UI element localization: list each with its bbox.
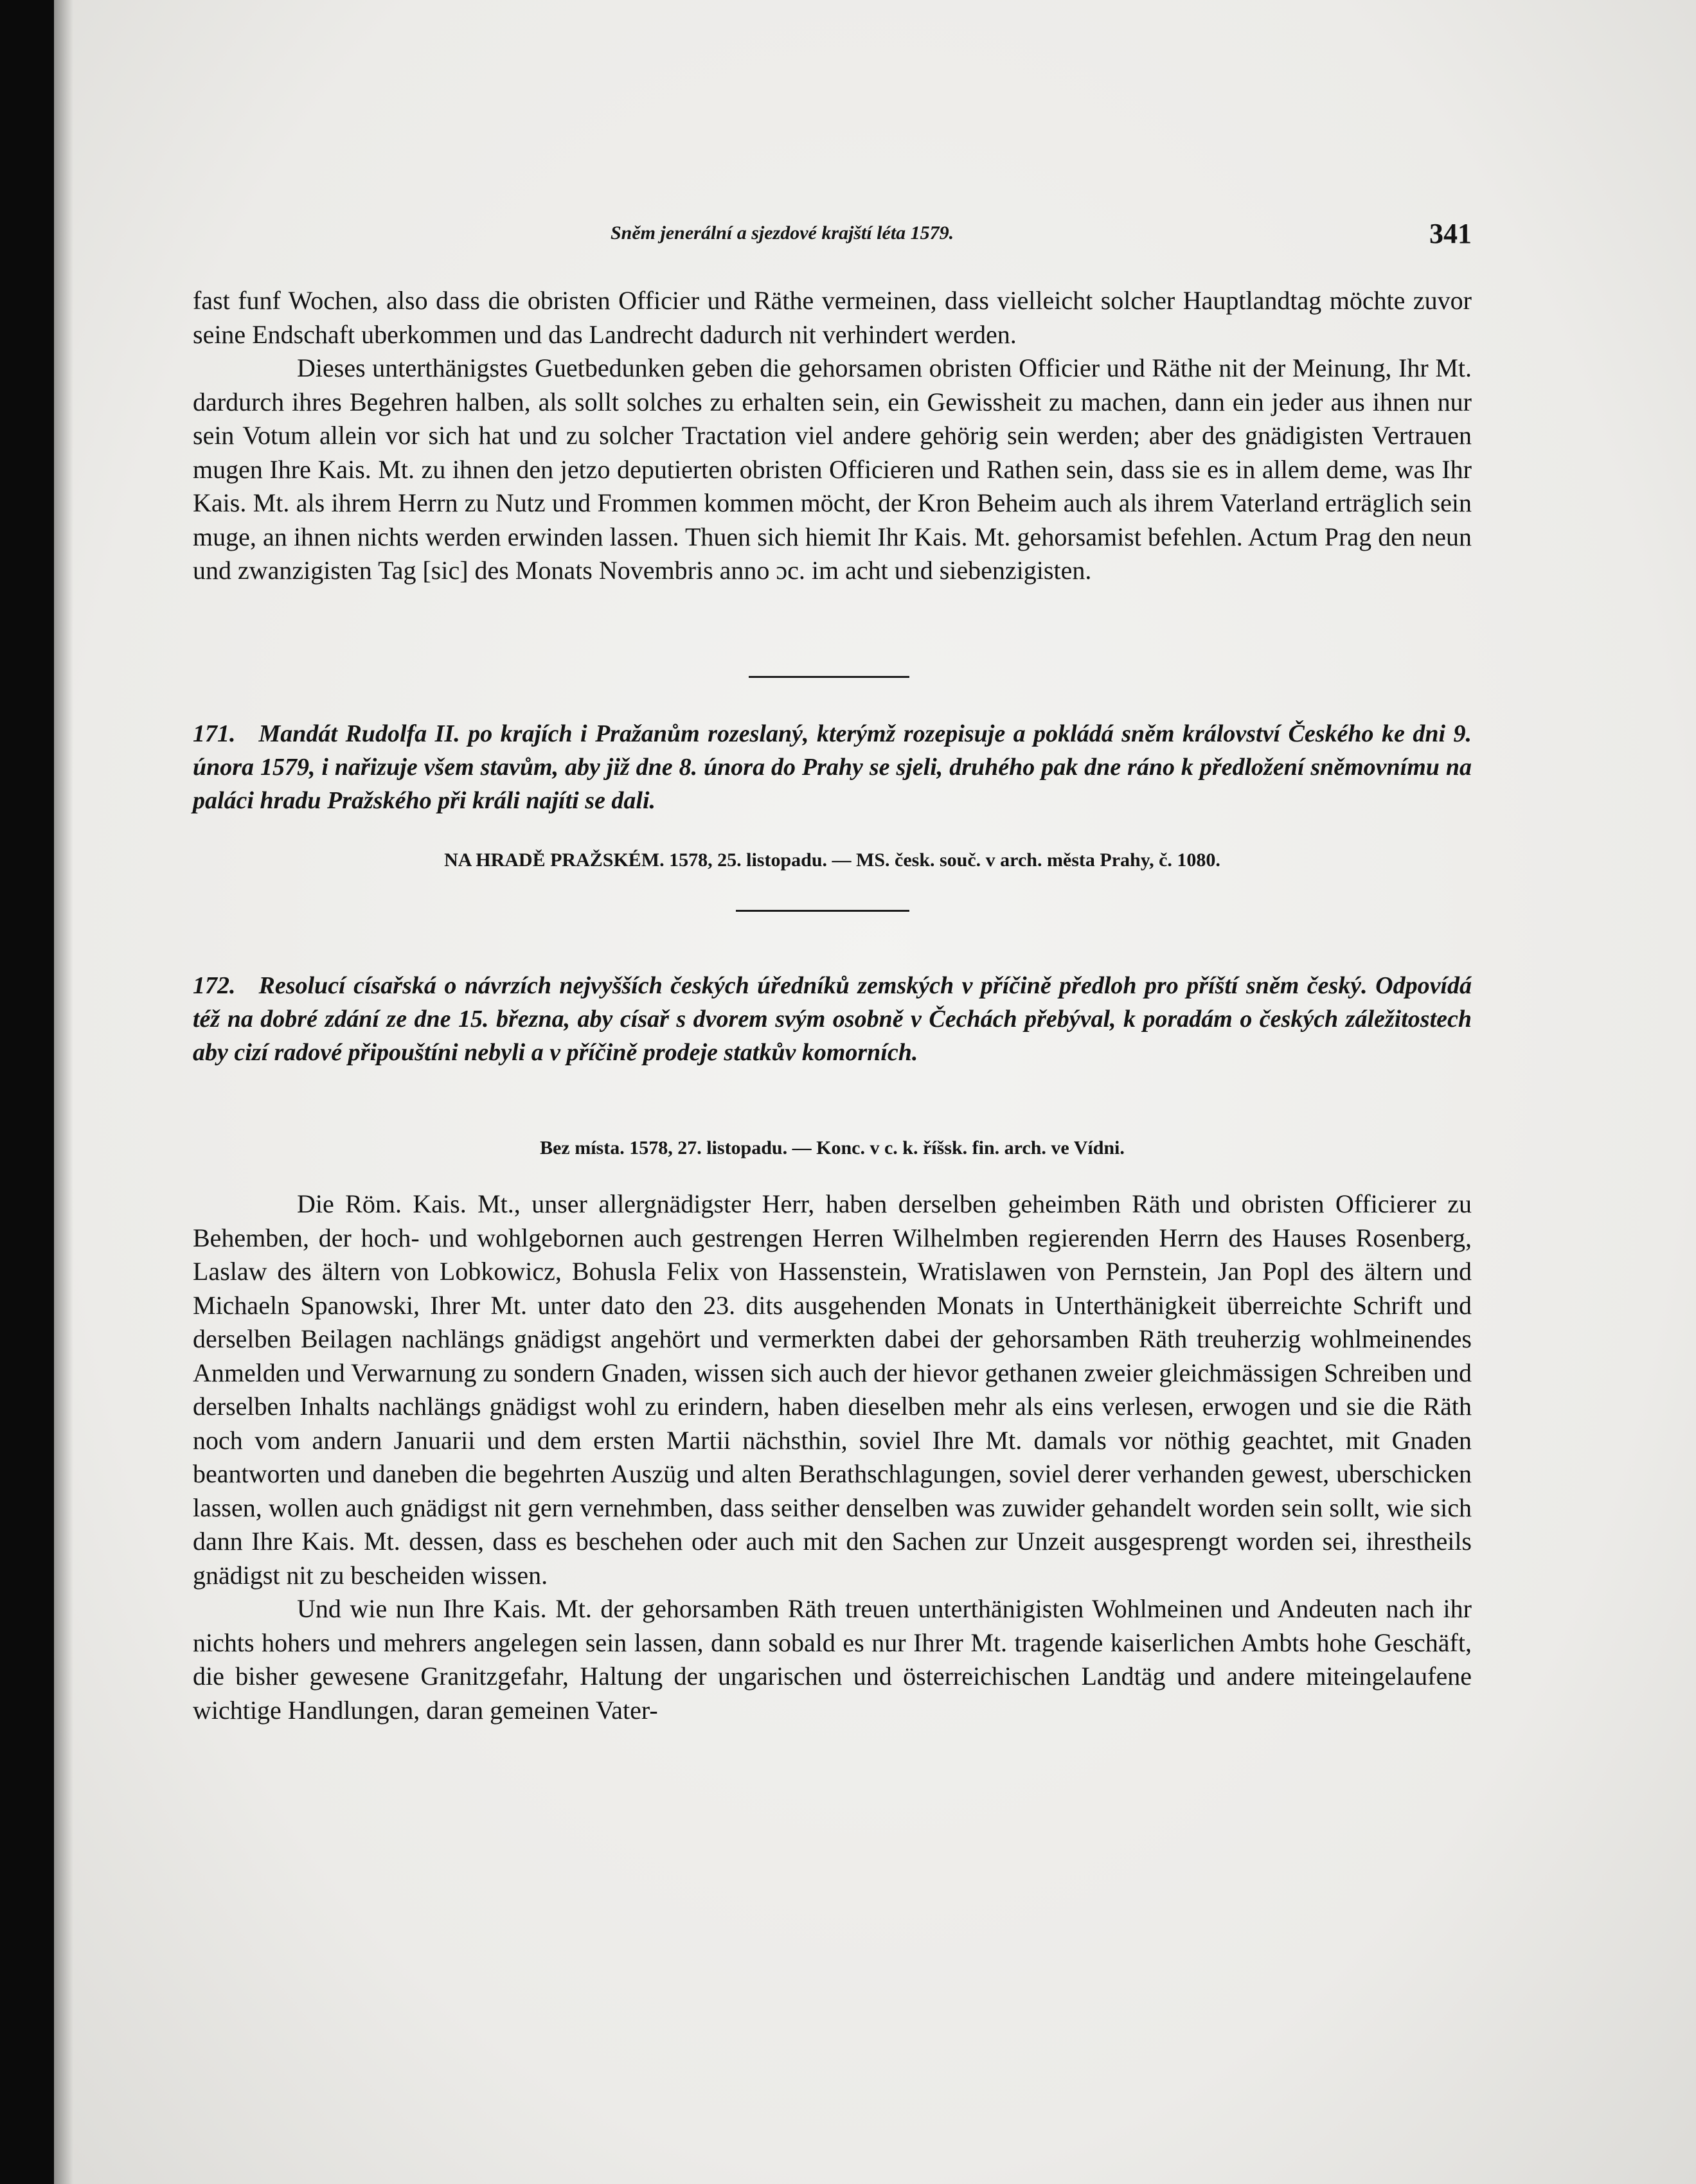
entry-172-summary: [193, 969, 1472, 1069]
running-title: Sněm jenerální a sjezdové krajští léta 1579.: [611, 222, 954, 244]
paragraph: fast funf Wochen, also dass die obristen Officier und Räthe vermeinen, dass vielleicht solcher Hauptlandtag möchte zuvor seine Endschaft uberkommen und das Landrecht dadurch nit verhindert werden.: [193, 286, 1472, 349]
section-divider: [749, 676, 909, 678]
entry-number: 171.: [193, 720, 236, 747]
paragraph: Die Röm. Kais. Mt., unser allergnädigster Herr, haben derselben geheimben Räth und obristen Officierer zu Behemben, der hoch- und wohlgebornen auch gestrengen Herren Wilhelmben regierenden Herrn des Hauses Rosenberg, Laslaw des ältern von Lobkowicz, Bohusla Felix von Hassenstein, Wratislawen von Pernstein, Jan Popl des ältern und Michaeln Spanowski, Ihrer Mt. unter dato den 23. dits ausgehenden Monats in Unterthänigkeit überreichte Schrift und derselben Beilagen nachlängs gnädigst angehört und vermerkten dabei der gehorsamben Räth treuherzig wohlmeinendes Anmelden und Verwarnung zu sondern Gnaden, wissen sich auch der hievor gethanen zweier gleichmässigen Schreiben und derselben Inhalts nachlängs gnädigst wohl zu erindern, haben dieselben mehr als eins verlesen, erwogen und sie die Räth noch vom andern Januarii und dem ersten Martii nächsthin, soviel Ihre Mt. damals vor nöthig geachtet, mit Gnaden beantworten und daneben die begehrten Auszüg und alten Berathschlagungen, soviel derer verhanden gewest, uberschicken lassen, wollen auch gnädigst nit gern vernehmben, dass seither denselben was zuwider gehandelt worden sein sollt, wie sich dann Ihre Kais. Mt. dessen, dass es beschehen oder auch mit den Sachen zur Unzeit ausgesprengt worden sei, ihrestheils gnädigst nit zu bescheiden wissen.: [193, 1189, 1472, 1590]
section-divider: [736, 910, 909, 912]
entry-summary-text: Mandát Rudolfa II. po krajích i Pražanům rozeslaný, kterýmž rozepisuje a pokládá sněm království Českého ke dni 9. února 1579, i nařizuje všem stavům, aby již dne 8. února do Prahy se sjeli, druhého pak dne ráno k předložení sněmovnímu na paláci hradu Pražského při králi najíti se dali.: [193, 720, 1472, 814]
page-number: 341: [1429, 218, 1472, 249]
paragraph: Dieses unterthänigstes Guetbedunken geben die gehorsamen obristen Officier und Räthe nit der Meinung, Ihr Mt. dardurch ihres Begehren halben, als sollt solches zu erhalten sein, ein Gewissheit zu machen, dann ein jeder aus ihnen nur sein Votum allein vor sich hat und zu solcher Tractation viel andere gehörig sein werden; aber des gnädigisten Vertrauen mugen Ihre Kais. Mt. zu ihnen den jetzo deputierten obristen Officieren und Rathen sein, dass sie es in allem deme, was Ihr Kais. Mt. als ihrem Herrn zu Nutz und Frommen kommen möcht, der Kron Beheim auch als ihrem Vaterland erträglich sein muge, an ihnen nichts werden erwinden lassen. Thuen sich hiemit Ihr Kais. Mt. gehorsamist befehlen. Actum Prag den neun und zwanzigisten Tag [sic] des Monats Novembris anno ɔc. im acht und siebenzigisten.: [193, 353, 1472, 585]
body-text-bottom: [193, 1187, 1472, 1727]
paragraph: Und wie nun Ihre Kais. Mt. der gehorsamben Räth treuen unterthänigisten Wohlmeinen und Andeuten nach ihr nichts hohers und mehrers angelegen sein lassen, dann sobald es nur Ihrer Mt. tragende kaiserlichen Ambts hohe Geschäft, die bisher gewesene Granitzgefahr, Haltung der ungarischen und österreichischen Landtäg und andere miteingelaufene wichtige Handlungen, daran gemeinen Vater-: [193, 1594, 1472, 1725]
entry-summary-text: Resolucí císařská o návrzích nejvyšších českých úředníků zemských v příčině předloh pro příští sněm český. Odpovídá též na dobré zdání ze dne 15. března, aby císař s dvorem svým osobně v Čechách přebýval, k poradám o českých záležitostech aby cizí radové připouštíni nebyli a v příčině prodeje statkův komorních.: [193, 972, 1472, 1066]
entry-171-summary: [193, 717, 1472, 817]
page-header: [193, 217, 1472, 256]
entry-number: 172.: [193, 972, 236, 999]
entry-172-source: Bez místa. 1578, 27. listopadu. — Konc. v c. k. říšsk. fin. arch. ve Vídni.: [540, 1137, 1125, 1159]
binding-shadow: [54, 0, 73, 2184]
entry-171-source: NA HRADĚ PRAŽSKÉM. 1578, 25. listopadu. — MS. česk. souč. v arch. města Prahy, č. 1080.: [444, 849, 1220, 871]
body-text-top: [193, 284, 1472, 588]
